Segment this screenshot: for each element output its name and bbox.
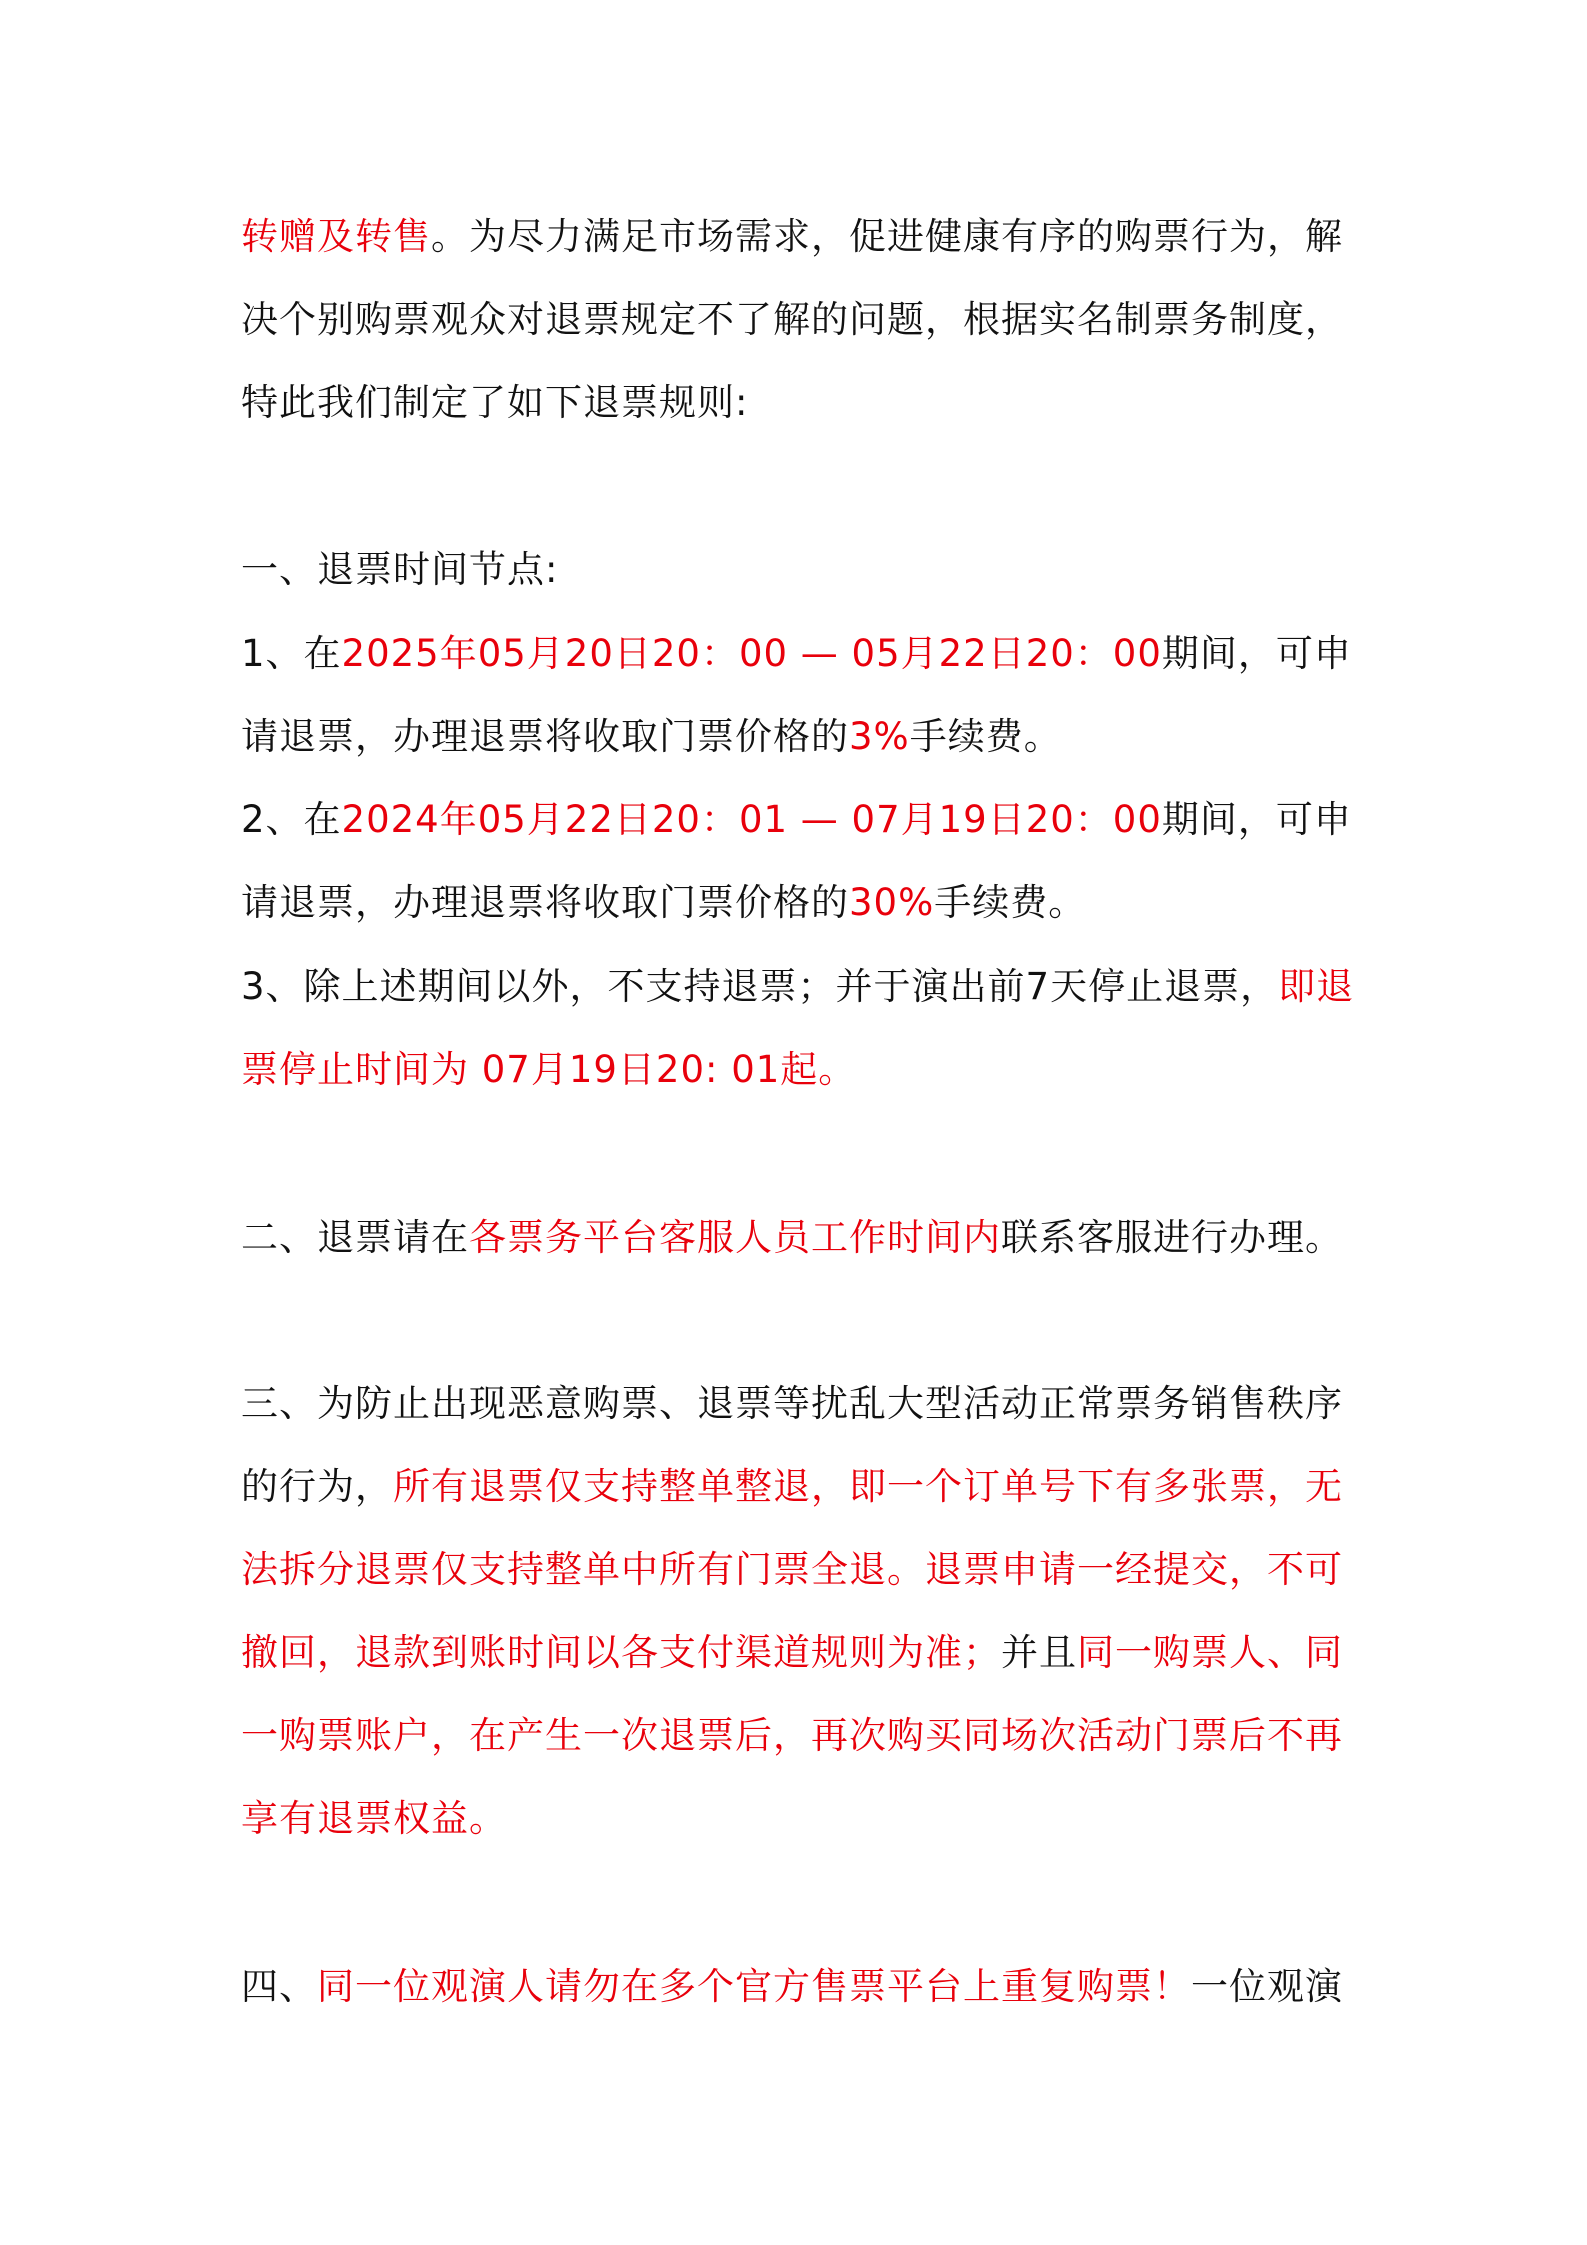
section4-paragraph: [241, 1945, 1361, 2028]
item2-prefix: 2、在: [241, 798, 342, 841]
section2-highlight: 各票务平台客服人员工作时间内: [469, 1216, 1001, 1259]
section3-prefix: 三、为防止出现恶意购票、退票等扰乱大型活动正常票务销售秩序的行为，: [241, 1382, 1343, 1508]
section2-paragraph: [241, 1196, 1361, 1279]
item3-text: 3、除上述期间以外，不支持退票；并于演出前7天停止退票，: [241, 965, 1279, 1008]
section1-heading: 一、退票时间节点:: [241, 548, 559, 591]
section4-suffix: 一位观演: [1191, 1965, 1343, 2008]
section2-prefix: 二、退票请在: [241, 1216, 469, 1259]
item2-period: 2024年05月22日20：01 — 07月19日20：00: [341, 798, 1162, 841]
section3-highlight-1: 所有退票仅支持整单整退，即一个订单号下有多张票，无法拆分退票仅支持整单中所有门票全退。退票申请一经提交，不可撤回，退款到账时间以各支付渠道规则为准；: [241, 1465, 1343, 1674]
section4-prefix: 四、: [241, 1965, 317, 2008]
section1-item2: [241, 778, 1361, 944]
item2-suffix: 手续费。: [934, 881, 1087, 924]
section4-highlight: 同一位观演人请勿在多个官方售票平台上重复购票！: [317, 1965, 1191, 2008]
intro-paragraph: [241, 195, 1361, 444]
item1-period: 2025年05月20日20：00 — 05月22日20：00: [341, 632, 1162, 675]
item1-prefix: 1、在: [241, 632, 342, 675]
section1-item3: [241, 945, 1361, 1111]
item1-suffix: 手续费。: [909, 715, 1062, 758]
intro-text: 。为尽力满足市场需求，促进健康有序的购票行为，解决个别购票观众对退票规定不了解的问题，根据实名制票务制度，特此我们制定了如下退票规则:: [241, 215, 1343, 424]
section3-paragraph: [241, 1362, 1361, 1860]
item2-fee: 30%: [849, 881, 935, 924]
item2-mid: 期间，可申请退票，办理退票将收取门票价格的: [241, 798, 1352, 924]
section2-suffix: 联系客服进行办理。: [1001, 1216, 1343, 1259]
item3-highlight: 即退票停止时间为 07月19日20: 01起。: [241, 965, 1355, 1091]
section3-mid: 并且: [1001, 1631, 1077, 1674]
section3-highlight-2: 同一购票人、同一购票账户，在产生一次退票后，再次购买同场次活动门票后不再享有退票权益。: [241, 1631, 1343, 1840]
item1-mid: 期间，可申请退票，办理退票将收取门票价格的: [241, 632, 1352, 758]
item1-fee: 3%: [849, 715, 910, 758]
intro-highlight: 转赠及转售: [241, 215, 431, 258]
section1-item1: [241, 612, 1361, 778]
